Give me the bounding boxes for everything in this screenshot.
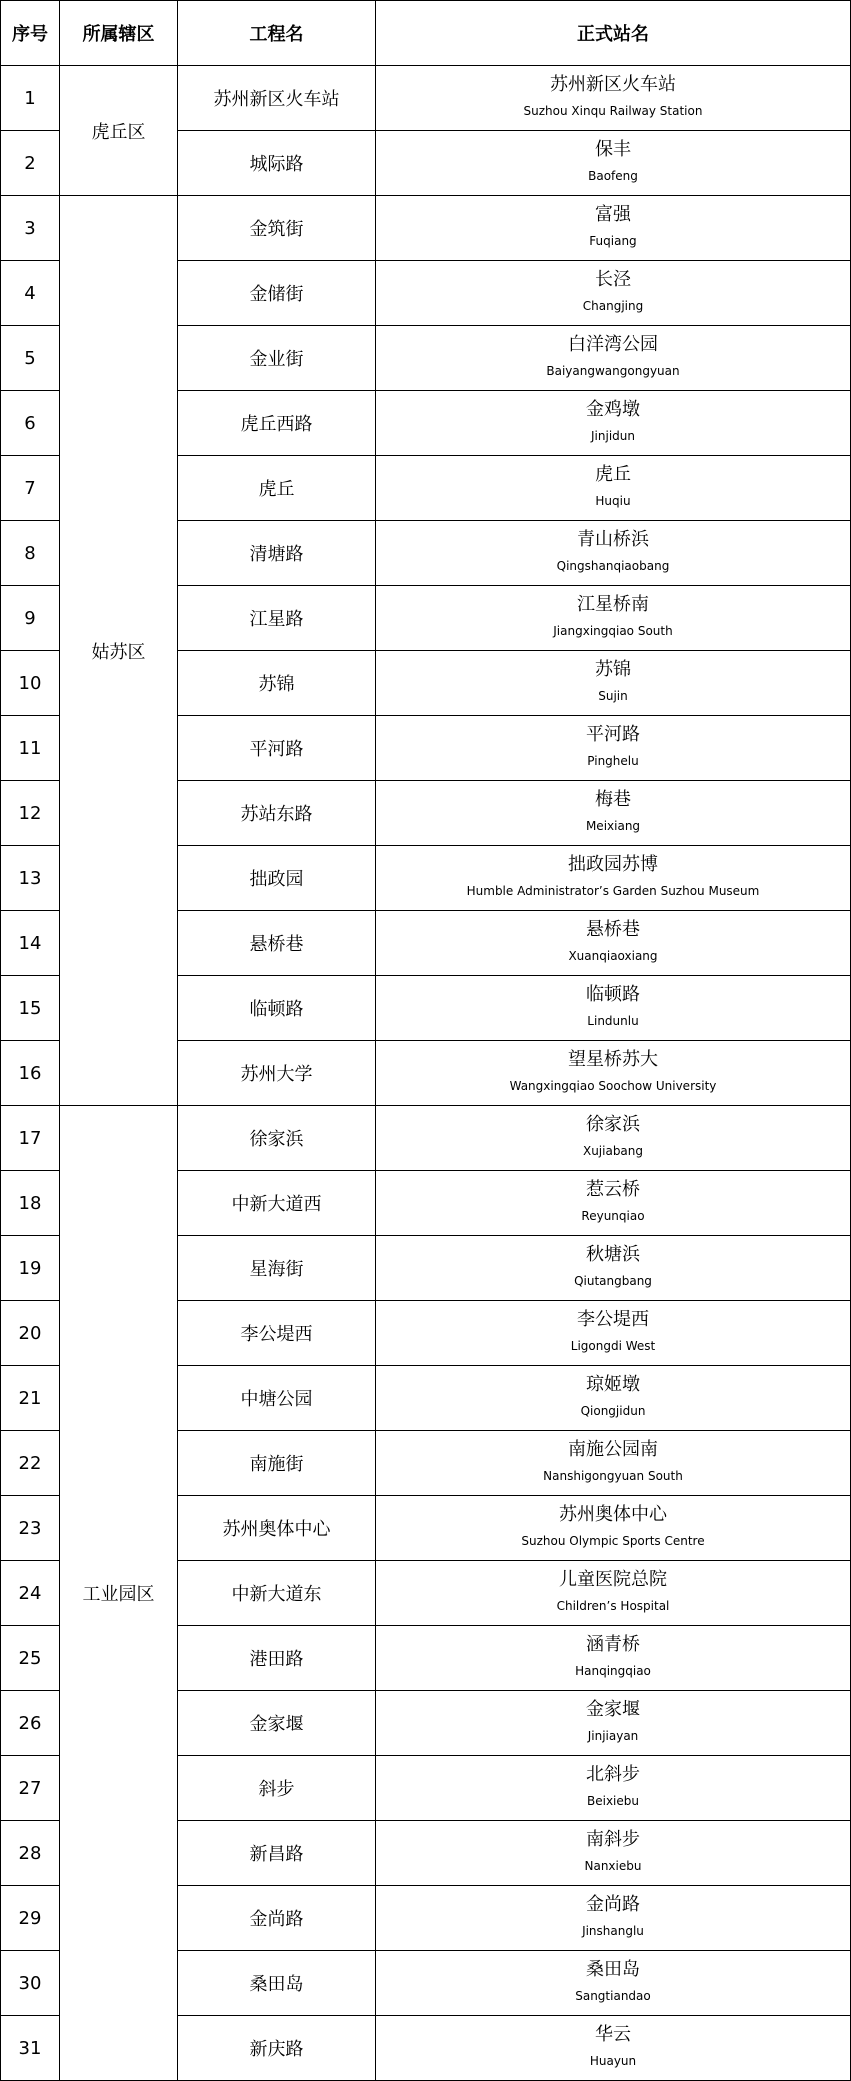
station-name-english: Beixiebu xyxy=(587,1794,639,1808)
station-name-english: Ligongdi West xyxy=(570,1339,656,1353)
station-name-chinese: 苏锦 xyxy=(595,659,631,680)
project-name-cell: 中塘公园 xyxy=(178,1366,376,1431)
station-name-english: Qiongjidun xyxy=(580,1404,646,1418)
station-name-chinese: 涵青桥 xyxy=(586,1634,640,1655)
project-name-cell: 徐家浜 xyxy=(178,1106,376,1171)
station-name-chinese: 拙政园苏博 xyxy=(568,854,658,875)
official-station-name-cell xyxy=(376,651,851,716)
station-name-english: Humble Administrator’s Garden Suzhou Museum xyxy=(466,884,760,898)
serial-number-cell: 8 xyxy=(1,521,60,586)
project-name-cell: 南施街 xyxy=(178,1431,376,1496)
serial-number-cell: 18 xyxy=(1,1171,60,1236)
station-name-chinese: 徐家浜 xyxy=(586,1114,640,1135)
official-station-name-cell xyxy=(376,1236,851,1301)
official-station-name-cell xyxy=(376,1561,851,1626)
station-name-chinese: 金尚路 xyxy=(586,1894,640,1915)
project-name-cell: 中新大道东 xyxy=(178,1561,376,1626)
official-station-name-cell xyxy=(376,1041,851,1106)
district-cell: 工业园区 xyxy=(60,1106,178,2081)
station-name-chinese: 富强 xyxy=(595,204,631,225)
station-name-chinese: 华云 xyxy=(595,2024,631,2045)
station-name-english: Changjing xyxy=(582,299,644,313)
table-row xyxy=(1,1106,851,1171)
station-name-english: Suzhou Xinqu Railway Station xyxy=(523,104,703,118)
official-station-name-cell xyxy=(376,1301,851,1366)
project-name-cell: 苏州大学 xyxy=(178,1041,376,1106)
project-name-cell: 金业街 xyxy=(178,326,376,391)
serial-number-cell: 30 xyxy=(1,1951,60,2016)
station-name-english: Reyunqiao xyxy=(581,1209,645,1223)
project-name-cell: 新庆路 xyxy=(178,2016,376,2081)
station-name-chinese: 金鸡墩 xyxy=(586,399,640,420)
district-cell: 姑苏区 xyxy=(60,196,178,1106)
station-name-chinese: 白洋湾公园 xyxy=(568,334,658,355)
station-name-english: Baofeng xyxy=(588,169,638,183)
official-station-name-cell xyxy=(376,781,851,846)
station-name-chinese: 琼姬墩 xyxy=(586,1374,640,1395)
station-name-english: Children’s Hospital xyxy=(556,1599,670,1613)
station-name-chinese: 悬桥巷 xyxy=(586,919,640,940)
project-name-cell: 江星路 xyxy=(178,586,376,651)
project-name-cell: 苏州奥体中心 xyxy=(178,1496,376,1561)
serial-number-cell: 27 xyxy=(1,1756,60,1821)
station-name-chinese: 苏州新区火车站 xyxy=(550,74,676,95)
station-name-chinese: 儿童医院总院 xyxy=(559,1569,667,1590)
station-name-english: Sangtiandao xyxy=(575,1989,651,2003)
project-name-cell: 苏站东路 xyxy=(178,781,376,846)
project-name-cell: 苏锦 xyxy=(178,651,376,716)
project-name-cell: 平河路 xyxy=(178,716,376,781)
project-name-cell: 拙政园 xyxy=(178,846,376,911)
header-project-name: 工程名 xyxy=(178,1,376,66)
station-name-chinese: 保丰 xyxy=(595,139,631,160)
table-row xyxy=(1,66,851,131)
official-station-name-cell xyxy=(376,391,851,456)
project-name-cell: 金家堰 xyxy=(178,1691,376,1756)
station-name-english: Jinjidun xyxy=(591,429,635,443)
project-name-cell: 苏州新区火车站 xyxy=(178,66,376,131)
station-name-chinese: 惹云桥 xyxy=(586,1179,640,1200)
project-name-cell: 虎丘 xyxy=(178,456,376,521)
station-name-chinese: 平河路 xyxy=(586,724,640,745)
serial-number-cell: 3 xyxy=(1,196,60,261)
station-name-english: Jinshanglu xyxy=(582,1924,644,1938)
serial-number-cell: 7 xyxy=(1,456,60,521)
official-station-name-cell xyxy=(376,66,851,131)
official-station-name-cell xyxy=(376,456,851,521)
serial-number-cell: 26 xyxy=(1,1691,60,1756)
station-name-chinese: 桑田岛 xyxy=(586,1959,640,1980)
serial-number-cell: 13 xyxy=(1,846,60,911)
official-station-name-cell xyxy=(376,1626,851,1691)
official-station-name-cell xyxy=(376,261,851,326)
project-name-cell: 金尚路 xyxy=(178,1886,376,1951)
table-row xyxy=(1,196,851,261)
station-name-english: Xujiabang xyxy=(582,1144,644,1158)
serial-number-cell: 17 xyxy=(1,1106,60,1171)
official-station-name-cell xyxy=(376,716,851,781)
station-name-english: Wangxingqiao Soochow University xyxy=(509,1079,717,1093)
serial-number-cell: 10 xyxy=(1,651,60,716)
serial-number-cell: 29 xyxy=(1,1886,60,1951)
project-name-cell: 金筑街 xyxy=(178,196,376,261)
station-name-chinese: 李公堤西 xyxy=(577,1309,649,1330)
station-name-chinese: 江星桥南 xyxy=(577,594,649,615)
table-body xyxy=(1,66,851,2081)
station-name-chinese: 南斜步 xyxy=(586,1829,640,1850)
station-name-chinese: 长泾 xyxy=(595,269,631,290)
project-name-cell: 桑田岛 xyxy=(178,1951,376,2016)
station-name-english: Pinghelu xyxy=(587,754,639,768)
serial-number-cell: 4 xyxy=(1,261,60,326)
serial-number-cell: 5 xyxy=(1,326,60,391)
official-station-name-cell xyxy=(376,1821,851,1886)
serial-number-cell: 20 xyxy=(1,1301,60,1366)
official-station-name-cell xyxy=(376,326,851,391)
serial-number-cell: 19 xyxy=(1,1236,60,1301)
station-name-chinese: 临顿路 xyxy=(586,984,640,1005)
project-name-cell: 李公堤西 xyxy=(178,1301,376,1366)
station-name-english: Baiyangwangongyuan xyxy=(546,364,680,378)
serial-number-cell: 24 xyxy=(1,1561,60,1626)
station-name-chinese: 梅巷 xyxy=(595,789,631,810)
official-station-name-cell xyxy=(376,846,851,911)
official-station-name-cell xyxy=(376,196,851,261)
header-district: 所属辖区 xyxy=(60,1,178,66)
station-name-english: Huayun xyxy=(589,2054,637,2068)
official-station-name-cell xyxy=(376,1951,851,2016)
station-name-english: Suzhou Olympic Sports Centre xyxy=(521,1534,705,1548)
serial-number-cell: 16 xyxy=(1,1041,60,1106)
station-name-english: Qingshanqiaobang xyxy=(556,559,670,573)
serial-number-cell: 1 xyxy=(1,66,60,131)
station-name-english: Hanqingqiao xyxy=(575,1664,651,1678)
project-name-cell: 港田路 xyxy=(178,1626,376,1691)
serial-number-cell: 14 xyxy=(1,911,60,976)
station-name-chinese: 青山桥浜 xyxy=(577,529,649,550)
station-name-english: Nanshigongyuan South xyxy=(543,1469,683,1483)
project-name-cell: 悬桥巷 xyxy=(178,911,376,976)
serial-number-cell: 31 xyxy=(1,2016,60,2081)
station-name-chinese: 望星桥苏大 xyxy=(568,1049,658,1070)
project-name-cell: 金储街 xyxy=(178,261,376,326)
station-name-chinese: 秋塘浜 xyxy=(586,1244,640,1265)
project-name-cell: 星海街 xyxy=(178,1236,376,1301)
station-name-chinese: 北斜步 xyxy=(586,1764,640,1785)
station-name-english: Huqiu xyxy=(595,494,631,508)
station-name-chinese: 金家堰 xyxy=(586,1699,640,1720)
serial-number-cell: 12 xyxy=(1,781,60,846)
station-name-chinese: 南施公园南 xyxy=(568,1439,658,1460)
station-name-english: Jiangxingqiao South xyxy=(553,624,673,638)
station-name-english: Nanxiebu xyxy=(584,1859,642,1873)
official-station-name-cell xyxy=(376,1171,851,1236)
project-name-cell: 斜步 xyxy=(178,1756,376,1821)
station-name-english: Fuqiang xyxy=(589,234,637,248)
header-official-station-name: 正式站名 xyxy=(376,1,851,66)
official-station-name-cell xyxy=(376,1756,851,1821)
header-row xyxy=(1,1,851,66)
official-station-name-cell xyxy=(376,1106,851,1171)
official-station-name-cell xyxy=(376,1431,851,1496)
serial-number-cell: 9 xyxy=(1,586,60,651)
header-serial-number: 序号 xyxy=(1,1,60,66)
station-name-chinese: 苏州奥体中心 xyxy=(559,1504,667,1525)
official-station-name-cell xyxy=(376,1691,851,1756)
serial-number-cell: 22 xyxy=(1,1431,60,1496)
serial-number-cell: 25 xyxy=(1,1626,60,1691)
official-station-name-cell xyxy=(376,521,851,586)
official-station-name-cell xyxy=(376,586,851,651)
serial-number-cell: 6 xyxy=(1,391,60,456)
station-name-chinese: 虎丘 xyxy=(595,464,631,485)
station-name-english: Qiutangbang xyxy=(574,1274,652,1288)
serial-number-cell: 23 xyxy=(1,1496,60,1561)
station-name-english: Lindunlu xyxy=(587,1014,639,1028)
official-station-name-cell xyxy=(376,1366,851,1431)
official-station-name-cell xyxy=(376,131,851,196)
serial-number-cell: 28 xyxy=(1,1821,60,1886)
official-station-name-cell xyxy=(376,911,851,976)
serial-number-cell: 21 xyxy=(1,1366,60,1431)
project-name-cell: 清塘路 xyxy=(178,521,376,586)
station-name-english: Sujin xyxy=(598,689,628,703)
project-name-cell: 新昌路 xyxy=(178,1821,376,1886)
project-name-cell: 临顿路 xyxy=(178,976,376,1041)
project-name-cell: 虎丘西路 xyxy=(178,391,376,456)
station-name-english: Jinjiayan xyxy=(587,1729,639,1743)
official-station-name-cell xyxy=(376,2016,851,2081)
serial-number-cell: 2 xyxy=(1,131,60,196)
official-station-name-cell xyxy=(376,1496,851,1561)
serial-number-cell: 11 xyxy=(1,716,60,781)
official-station-name-cell xyxy=(376,1886,851,1951)
district-cell: 虎丘区 xyxy=(60,66,178,196)
official-station-name-cell xyxy=(376,976,851,1041)
project-name-cell: 中新大道西 xyxy=(178,1171,376,1236)
station-name-english: Meixiang xyxy=(585,819,641,833)
station-name-english: Xuanqiaoxiang xyxy=(568,949,658,963)
serial-number-cell: 15 xyxy=(1,976,60,1041)
project-name-cell: 城际路 xyxy=(178,131,376,196)
